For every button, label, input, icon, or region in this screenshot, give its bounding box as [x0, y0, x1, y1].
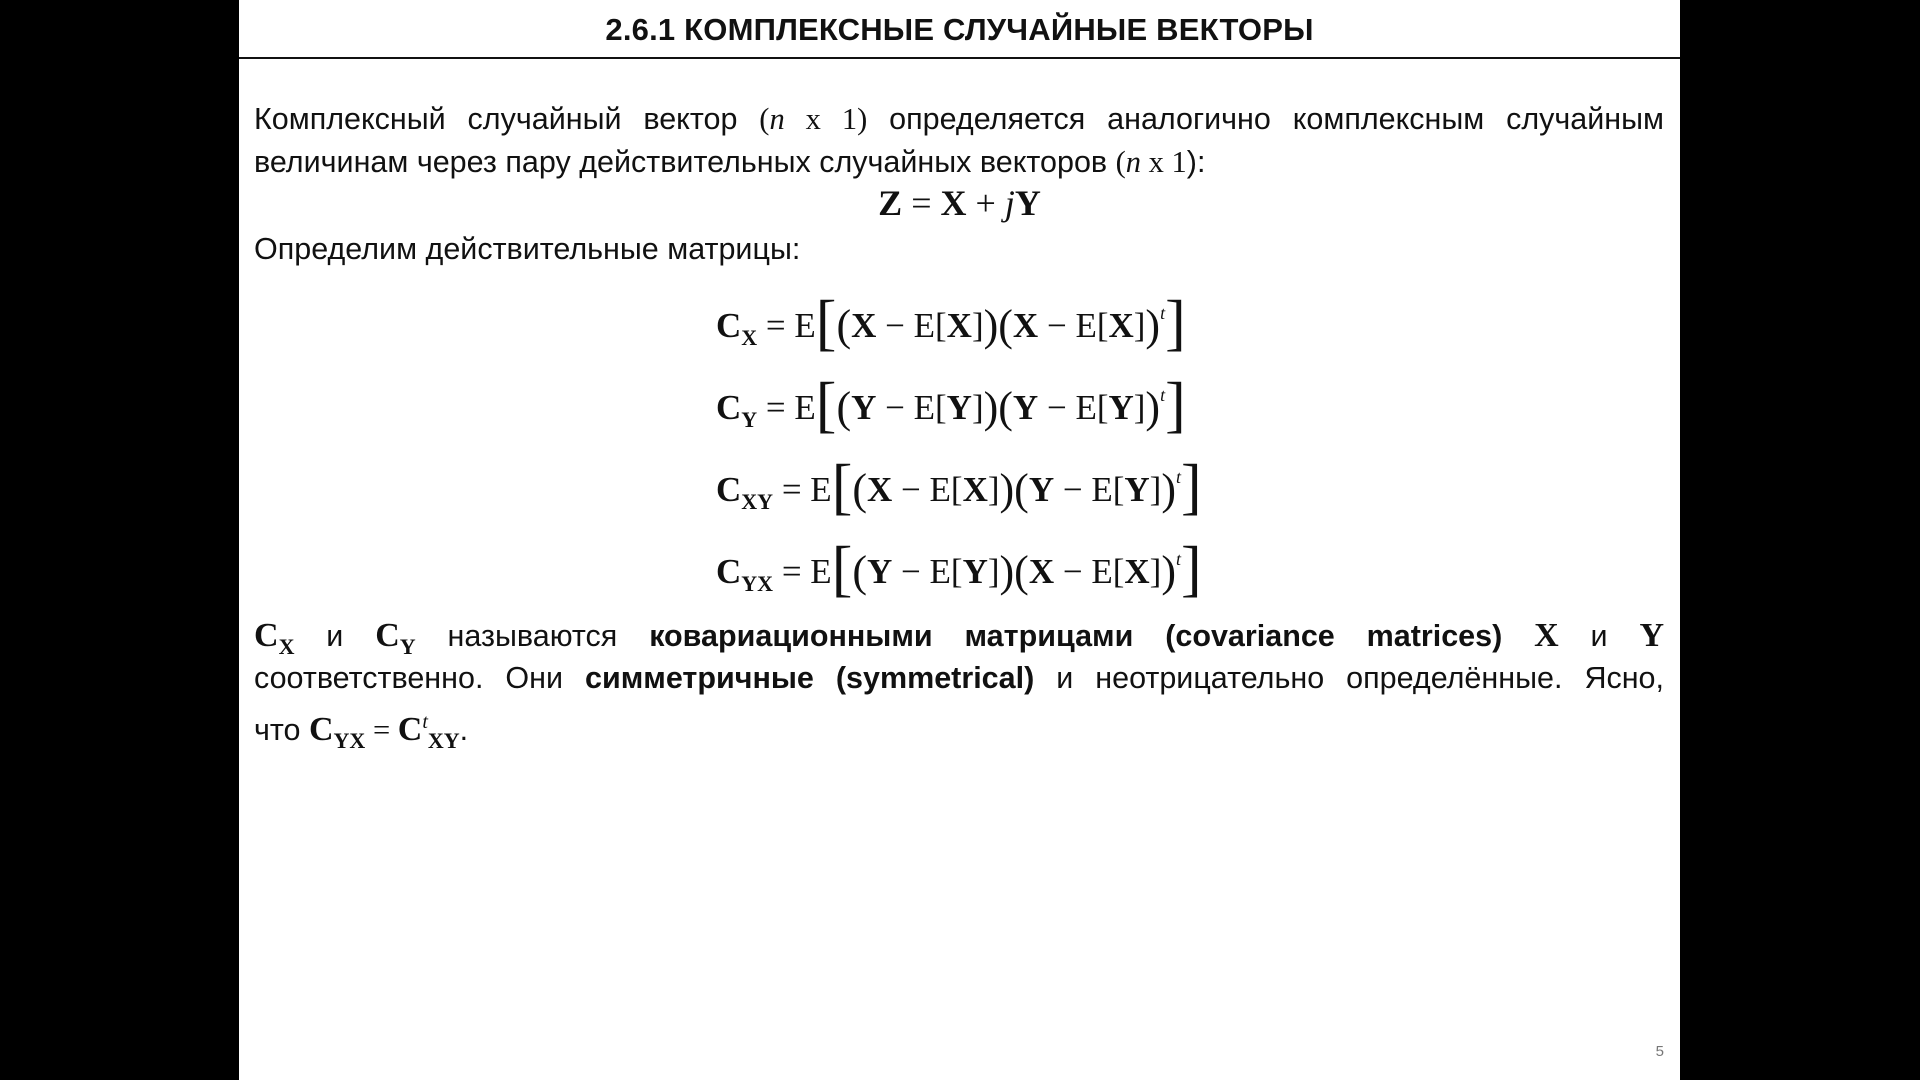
intro-text-2: величинам через пару действительных случайных векторов: [254, 145, 1108, 179]
title-divider: [239, 57, 1680, 59]
slide: [239, 0, 1680, 1080]
intro-line-2: величинам через пару действительных случайных векторов (n x 1):: [254, 145, 1206, 179]
equation-cx: $C_X = E[(X - E[X])(X - E[X])^t]$: [716, 289, 1186, 357]
slide-title: 2.6.1 КОМПЛЕКСНЫЕ СЛУЧАЙНЫЕ ВЕКТОРЫ: [605, 12, 1314, 47]
intro-text-1-end: определяется аналогично комплексным случайным: [867, 102, 1665, 136]
term-covariance-matrices: ковариационными матрицами (covariance matrices): [649, 619, 1503, 653]
equation-cxy: $C_{XY} = E[(X - E[X])(Y - E[Y])^t]$: [716, 453, 1202, 521]
dimension-2: (n x 1: [1115, 145, 1187, 179]
conclusion-line-1: $C_X$ и $C_Y$ называются ковариационными матрицами (covariance matrices) X и Y: [254, 617, 1664, 659]
equation-cy: $C_Y = E[(Y - E[Y])(Y - E[Y])^t]$: [716, 371, 1186, 439]
intro-text-1: Комплексный случайный вектор: [254, 102, 738, 136]
dimension-1: (n x 1): [759, 102, 868, 136]
page-number: 5: [1655, 1043, 1664, 1060]
covariance-equations: [716, 272, 1202, 603]
conclusion-line-2: соответственно. Они симметричные (symmetrical) и неотрицательно определённые. Ясно,: [254, 661, 1664, 695]
term-symmetrical: симметричные (symmetrical): [585, 661, 1035, 695]
matrices-intro: Определим действительные матрицы:: [254, 232, 801, 266]
equation-z: Z = X + jY: [878, 183, 1041, 223]
equation-cyx: $C_{YX} = E[(Y - E[Y])(X - E[X])^t]$: [716, 535, 1202, 603]
conclusion-line-3: что $C_{YX} = C^t_{XY}$.: [254, 711, 469, 753]
intro-line-1: [254, 98, 1664, 141]
